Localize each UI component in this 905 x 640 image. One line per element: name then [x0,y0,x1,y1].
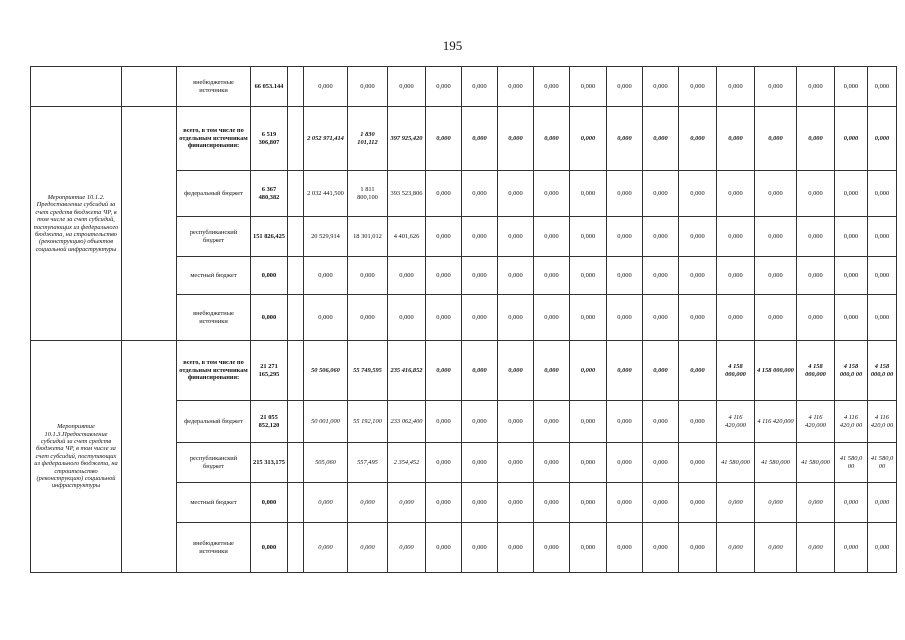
total-value: 151 826,425 [251,217,288,257]
year-value: 0,000 [426,295,462,341]
year-value: 0,000 [679,171,717,217]
year-value: 0,000 [835,67,868,107]
total-value: 0,000 [251,483,288,523]
spacer-cell [288,523,304,573]
year-value: 0,000 [679,217,717,257]
year-value: 0,000 [717,171,755,217]
year-value: 0,000 [835,107,868,171]
year-value: 41 580,0 00 [868,443,897,483]
table-row [31,107,897,171]
year-value: 0,000 [388,295,426,341]
year-value: 0,000 [717,295,755,341]
year-value: 4 116 420,0 00 [835,401,868,443]
year-value: 0,000 [498,171,534,217]
year-value: 0,000 [388,523,426,573]
spacer-cell [288,401,304,443]
year-value: 0,000 [717,523,755,573]
year-value: 55 749,595 [348,341,388,401]
year-value: 1 830 101,112 [348,107,388,171]
year-value: 0,000 [534,401,570,443]
year-value: 0,000 [498,443,534,483]
year-value: 0,000 [348,257,388,295]
year-value: 2 032 441,500 [304,171,348,217]
year-value: 4 158 000,000 [717,341,755,401]
year-value: 0,000 [755,523,797,573]
year-value: 0,000 [607,483,643,523]
event-description: Мероприятие 10.1.3.Предоставление субсидий за счет средств бюджета ЧР, в том числе за счет субсидий, поступающих из федерального бюджета, на строительство (реконструкцию) социальной инфраструктуры [31,341,122,573]
year-value: 0,000 [868,217,897,257]
year-value: 0,000 [679,341,717,401]
year-value: 0,000 [534,483,570,523]
year-value: 0,000 [868,483,897,523]
year-value: 0,000 [498,401,534,443]
year-value: 50 001,000 [304,401,348,443]
year-value: 0,000 [607,257,643,295]
year-value: 0,000 [643,523,679,573]
total-value: 66 053.144 [251,67,288,107]
year-value: 4 116 420,000 [717,401,755,443]
year-value: 0,000 [835,171,868,217]
year-value: 0,000 [570,443,607,483]
source-label: федеральный бюджет [177,401,251,443]
source-label: всего, в том числе по отдельным источникам финансирования: [177,107,251,171]
spacer-cell [288,107,304,171]
year-value: 0,000 [607,107,643,171]
year-value: 0,000 [462,217,498,257]
year-value: 0,000 [426,523,462,573]
year-value: 0,000 [868,257,897,295]
event-cell [31,67,122,107]
year-value: 235 416,852 [388,341,426,401]
year-value: 0,000 [498,483,534,523]
year-value: 0,000 [868,107,897,171]
year-value: 41 580,000 [717,443,755,483]
source-label: внебюджетные источники [177,67,251,107]
table-row [31,341,897,401]
year-value: 0,000 [426,217,462,257]
year-value: 0,000 [304,295,348,341]
year-value: 0,000 [835,295,868,341]
total-value: 0,000 [251,257,288,295]
year-value: 0,000 [797,67,835,107]
source-label: федеральный бюджет [177,171,251,217]
year-value: 4 116 420,000 [797,401,835,443]
year-value: 0,000 [304,483,348,523]
year-value: 0,000 [607,523,643,573]
year-value: 0,000 [679,443,717,483]
year-value: 0,000 [348,67,388,107]
year-value: 0,000 [534,107,570,171]
year-value: 0,000 [643,341,679,401]
source-label: внебюджетные источники [177,295,251,341]
year-value: 0,000 [797,257,835,295]
spacer-cell [288,295,304,341]
year-value: 0,000 [643,171,679,217]
spacer-cell [288,483,304,523]
year-value: 4 401,626 [388,217,426,257]
year-value: 0,000 [679,401,717,443]
total-value: 0,000 [251,523,288,573]
year-value: 0,000 [717,483,755,523]
table-row [31,67,897,107]
year-value: 0,000 [534,341,570,401]
year-value: 0,000 [835,217,868,257]
year-value: 0,000 [462,523,498,573]
year-value: 0,000 [304,523,348,573]
year-value: 41 580,000 [797,443,835,483]
year-value: 0,000 [607,295,643,341]
year-value: 0,000 [607,67,643,107]
year-value: 0,000 [797,217,835,257]
year-value: 0,000 [426,107,462,171]
year-value: 0,000 [426,483,462,523]
year-value: 0,000 [462,341,498,401]
year-value: 0,000 [607,341,643,401]
year-value: 0,000 [607,171,643,217]
year-value: 0,000 [755,483,797,523]
year-value: 0,000 [462,295,498,341]
spacer-cell [288,257,304,295]
year-value: 0,000 [534,171,570,217]
year-value: 0,000 [462,401,498,443]
year-value: 0,000 [462,257,498,295]
year-value: 0,000 [534,443,570,483]
source-label: внебюджетные источники [177,523,251,573]
year-value: 0,000 [388,483,426,523]
year-value: 0,000 [643,443,679,483]
year-value: 0,000 [462,443,498,483]
year-value: 0,000 [534,67,570,107]
total-value: 6 519 306,807 [251,107,288,171]
year-value: 0,000 [717,217,755,257]
year-value: 4 158 000,0 00 [868,341,897,401]
year-value: 393 523,806 [388,171,426,217]
year-value: 0,000 [679,483,717,523]
source-label: местный бюджет [177,483,251,523]
year-value: 0,000 [755,67,797,107]
year-value: 4 158 000,0 00 [835,341,868,401]
source-label: республиканский бюджет [177,443,251,483]
year-value: 0,000 [304,257,348,295]
year-value: 0,000 [868,67,897,107]
year-value: 55 192,100 [348,401,388,443]
year-value: 2 052 971,414 [304,107,348,171]
year-value: 0,000 [570,341,607,401]
year-value: 0,000 [462,483,498,523]
year-value: 0,000 [498,295,534,341]
year-value: 0,000 [348,483,388,523]
year-value: 50 506,060 [304,341,348,401]
year-value: 0,000 [755,257,797,295]
event-description: Мероприятие 10.1.2. Предоставление субсидий за счет средств бюджета ЧР, в том числе за счет субсидий, поступающих из федерального бюджета, на строительство (реконструкцию) объектов социальной инфраструктуры [31,107,122,341]
source-label: республиканский бюджет [177,217,251,257]
year-value: 0,000 [755,295,797,341]
year-value: 0,000 [868,523,897,573]
year-value: 0,000 [570,401,607,443]
year-value: 0,000 [426,443,462,483]
year-value: 0,000 [426,341,462,401]
year-value: 0,000 [679,295,717,341]
year-value: 0,000 [797,295,835,341]
spacer-cell [288,341,304,401]
year-value: 0,000 [679,523,717,573]
year-value: 0,000 [679,67,717,107]
year-value: 0,000 [835,257,868,295]
source-label: местный бюджет [177,257,251,295]
year-value: 0,000 [498,107,534,171]
year-value: 0,000 [426,401,462,443]
year-value: 0,000 [868,171,897,217]
year-value: 41 580,0 00 [835,443,868,483]
year-value: 0,000 [570,171,607,217]
year-value: 0,000 [426,67,462,107]
year-value: 0,000 [797,107,835,171]
year-value: 0,000 [498,217,534,257]
year-value: 0,000 [498,257,534,295]
year-value: 0,000 [534,217,570,257]
year-value: 0,000 [462,171,498,217]
year-value: 4 158 000,000 [797,341,835,401]
year-value: 0,000 [679,107,717,171]
year-value: 0,000 [607,217,643,257]
year-value: 0,000 [755,171,797,217]
year-value: 0,000 [570,257,607,295]
budget-table [30,66,897,573]
year-value: 0,000 [607,443,643,483]
year-value: 0,000 [755,217,797,257]
year-value: 0,000 [679,257,717,295]
year-value: 4 116 420,000 [755,401,797,443]
year-value: 0,000 [717,67,755,107]
year-value: 0,000 [643,401,679,443]
spacer-cell [288,67,304,107]
year-value: 0,000 [643,295,679,341]
year-value: 0,000 [797,483,835,523]
year-value: 2 354,452 [388,443,426,483]
year-value: 397 925,420 [388,107,426,171]
total-value: 21 271 165,295 [251,341,288,401]
year-value: 0,000 [462,107,498,171]
year-value: 1 811 800,100 [348,171,388,217]
year-value: 0,000 [717,257,755,295]
year-value: 0,000 [755,107,797,171]
year-value: 4 158 000,000 [755,341,797,401]
year-value: 0,000 [797,171,835,217]
year-value: 0,000 [570,483,607,523]
year-value: 0,000 [570,523,607,573]
year-value: 557,495 [348,443,388,483]
sub-cell [122,341,177,573]
year-value: 0,000 [348,295,388,341]
year-value: 505,060 [304,443,348,483]
year-value: 0,000 [534,523,570,573]
year-value: 0,000 [835,483,868,523]
year-value: 0,000 [797,523,835,573]
year-value: 0,000 [426,257,462,295]
year-value: 0,000 [717,107,755,171]
year-value: 4 116 420,0 00 [868,401,897,443]
year-value: 20 529,914 [304,217,348,257]
spacer-cell [288,217,304,257]
total-value: 6 367 480,382 [251,171,288,217]
year-value: 0,000 [643,257,679,295]
page-number: 195 [442,38,463,53]
year-value: 0,000 [643,483,679,523]
year-value: 18 301,012 [348,217,388,257]
total-value: 21 055 852,120 [251,401,288,443]
sub-cell [122,107,177,341]
year-value: 0,000 [498,523,534,573]
year-value: 0,000 [348,523,388,573]
total-value: 0,000 [251,295,288,341]
year-value: 0,000 [643,217,679,257]
year-value: 0,000 [570,295,607,341]
spacer-cell [288,171,304,217]
source-label: всего, в том числе по отдельным источникам финансирования: [177,341,251,401]
sub-cell [122,67,177,107]
year-value: 0,000 [607,401,643,443]
year-value: 0,000 [570,107,607,171]
year-value: 0,000 [643,67,679,107]
year-value: 0,000 [388,257,426,295]
spacer-cell [288,443,304,483]
year-value: 0,000 [304,67,348,107]
year-value: 41 580,000 [755,443,797,483]
year-value: 0,000 [498,67,534,107]
year-value: 233 062,400 [388,401,426,443]
year-value: 0,000 [426,171,462,217]
year-value: 0,000 [570,67,607,107]
year-value: 0,000 [643,107,679,171]
year-value: 0,000 [498,341,534,401]
year-value: 0,000 [462,67,498,107]
total-value: 215 313,175 [251,443,288,483]
year-value: 0,000 [868,295,897,341]
year-value: 0,000 [570,217,607,257]
year-value: 0,000 [835,523,868,573]
year-value: 0,000 [388,67,426,107]
year-value: 0,000 [534,257,570,295]
year-value: 0,000 [534,295,570,341]
